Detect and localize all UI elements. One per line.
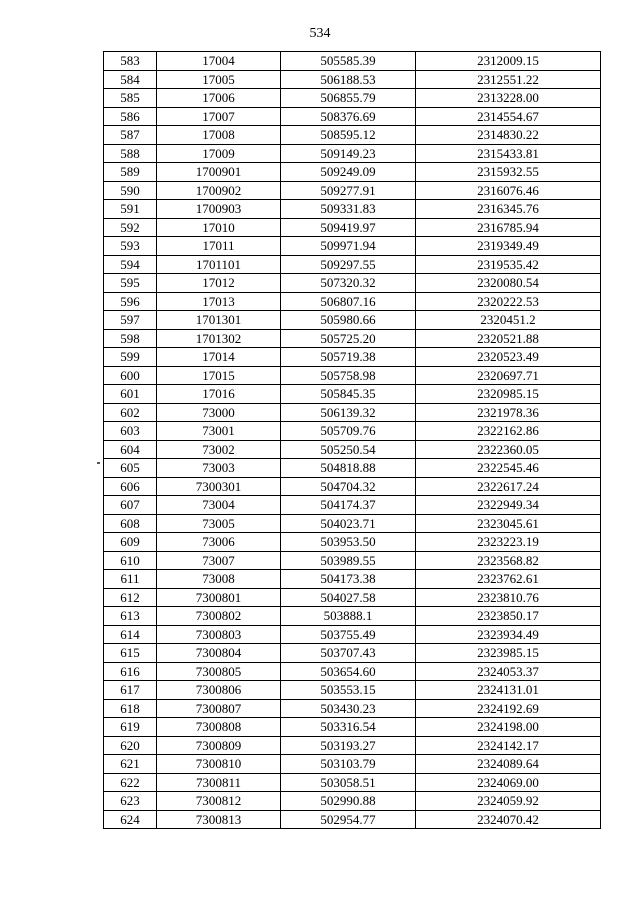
y-coordinate-cell: 2324069.00 xyxy=(416,773,601,792)
y-coordinate-cell: 2323810.76 xyxy=(416,588,601,607)
table-row xyxy=(104,625,601,644)
point-id-cell: 73000 xyxy=(157,403,281,422)
x-coordinate-cell: 509971.94 xyxy=(281,237,416,256)
table-row xyxy=(104,533,601,552)
x-coordinate-cell: 503989.55 xyxy=(281,551,416,570)
point-id-cell: 73002 xyxy=(157,440,281,459)
x-coordinate-cell: 502954.77 xyxy=(281,810,416,829)
y-coordinate-cell: 2324131.01 xyxy=(416,681,601,700)
x-coordinate-cell: 505725.20 xyxy=(281,329,416,348)
x-coordinate-cell: 509297.55 xyxy=(281,255,416,274)
y-coordinate-cell: 2323985.15 xyxy=(416,644,601,663)
point-id-cell: 73007 xyxy=(157,551,281,570)
row-number-cell: 605 xyxy=(104,459,157,478)
table-row xyxy=(104,588,601,607)
point-id-cell: 17004 xyxy=(157,52,281,71)
y-coordinate-cell: 2324142.17 xyxy=(416,736,601,755)
point-id-cell: 7300801 xyxy=(157,588,281,607)
point-id-cell: 1701302 xyxy=(157,329,281,348)
table-row xyxy=(104,681,601,700)
table-row xyxy=(104,218,601,237)
x-coordinate-cell: 505709.76 xyxy=(281,422,416,441)
table-row xyxy=(104,163,601,182)
table-row xyxy=(104,514,601,533)
x-coordinate-cell: 505719.38 xyxy=(281,348,416,367)
point-id-cell: 73005 xyxy=(157,514,281,533)
y-coordinate-cell: 2314830.22 xyxy=(416,126,601,145)
row-number-cell: 613 xyxy=(104,607,157,626)
table-row xyxy=(104,607,601,626)
row-number-cell: 604 xyxy=(104,440,157,459)
x-coordinate-cell: 509149.23 xyxy=(281,144,416,163)
table-row xyxy=(104,255,601,274)
y-coordinate-cell: 2324089.64 xyxy=(416,755,601,774)
x-coordinate-cell: 503888.1 xyxy=(281,607,416,626)
table-row xyxy=(104,644,601,663)
table-row xyxy=(104,662,601,681)
row-number-cell: 602 xyxy=(104,403,157,422)
table-row xyxy=(104,718,601,737)
table-row xyxy=(104,385,601,404)
point-id-cell: 7300809 xyxy=(157,736,281,755)
x-coordinate-cell: 503755.49 xyxy=(281,625,416,644)
y-coordinate-cell: 2324198.00 xyxy=(416,718,601,737)
x-coordinate-cell: 509331.83 xyxy=(281,200,416,219)
x-coordinate-cell: 506855.79 xyxy=(281,89,416,108)
table-row xyxy=(104,792,601,811)
x-coordinate-cell: 505250.54 xyxy=(281,440,416,459)
point-id-cell: 17007 xyxy=(157,107,281,126)
row-number-cell: 597 xyxy=(104,311,157,330)
point-id-cell: 7300802 xyxy=(157,607,281,626)
row-number-cell: 583 xyxy=(104,52,157,71)
y-coordinate-cell: 2322162.86 xyxy=(416,422,601,441)
y-coordinate-cell: 2324192.69 xyxy=(416,699,601,718)
row-number-cell: 595 xyxy=(104,274,157,293)
y-coordinate-cell: 2323223.19 xyxy=(416,533,601,552)
row-number-cell: 611 xyxy=(104,570,157,589)
point-id-cell: 7300807 xyxy=(157,699,281,718)
point-id-cell: 17013 xyxy=(157,292,281,311)
x-coordinate-cell: 502990.88 xyxy=(281,792,416,811)
point-id-cell: 1701101 xyxy=(157,255,281,274)
coordinates-table xyxy=(103,51,601,829)
x-coordinate-cell: 509419.97 xyxy=(281,218,416,237)
row-number-cell: 610 xyxy=(104,551,157,570)
x-coordinate-cell: 504027.58 xyxy=(281,588,416,607)
x-coordinate-cell: 503654.60 xyxy=(281,662,416,681)
table-row xyxy=(104,89,601,108)
point-id-cell: 7300810 xyxy=(157,755,281,774)
point-id-cell: 7300805 xyxy=(157,662,281,681)
y-coordinate-cell: 2315932.55 xyxy=(416,163,601,182)
x-coordinate-cell: 504818.88 xyxy=(281,459,416,478)
row-number-cell: 586 xyxy=(104,107,157,126)
row-number-cell: 603 xyxy=(104,422,157,441)
table-row xyxy=(104,329,601,348)
point-id-cell: 17009 xyxy=(157,144,281,163)
table-row xyxy=(104,699,601,718)
row-number-cell: 615 xyxy=(104,644,157,663)
x-coordinate-cell: 505758.98 xyxy=(281,366,416,385)
margin-mark xyxy=(97,462,100,464)
row-number-cell: 599 xyxy=(104,348,157,367)
y-coordinate-cell: 2316785.94 xyxy=(416,218,601,237)
row-number-cell: 594 xyxy=(104,255,157,274)
table-row xyxy=(104,348,601,367)
y-coordinate-cell: 2320222.53 xyxy=(416,292,601,311)
x-coordinate-cell: 503316.54 xyxy=(281,718,416,737)
y-coordinate-cell: 2319535.42 xyxy=(416,255,601,274)
y-coordinate-cell: 2324070.42 xyxy=(416,810,601,829)
y-coordinate-cell: 2316345.76 xyxy=(416,200,601,219)
x-coordinate-cell: 505845.35 xyxy=(281,385,416,404)
row-number-cell: 616 xyxy=(104,662,157,681)
row-number-cell: 587 xyxy=(104,126,157,145)
row-number-cell: 621 xyxy=(104,755,157,774)
row-number-cell: 598 xyxy=(104,329,157,348)
table-row xyxy=(104,292,601,311)
y-coordinate-cell: 2323850.17 xyxy=(416,607,601,626)
x-coordinate-cell: 506188.53 xyxy=(281,70,416,89)
table-row xyxy=(104,422,601,441)
x-coordinate-cell: 506807.16 xyxy=(281,292,416,311)
row-number-cell: 590 xyxy=(104,181,157,200)
x-coordinate-cell: 504704.32 xyxy=(281,477,416,496)
y-coordinate-cell: 2322949.34 xyxy=(416,496,601,515)
y-coordinate-cell: 2320697.71 xyxy=(416,366,601,385)
point-id-cell: 7300812 xyxy=(157,792,281,811)
y-coordinate-cell: 2324053.37 xyxy=(416,662,601,681)
x-coordinate-cell: 503430.23 xyxy=(281,699,416,718)
y-coordinate-cell: 2323568.82 xyxy=(416,551,601,570)
table-row xyxy=(104,755,601,774)
x-coordinate-cell: 509277.91 xyxy=(281,181,416,200)
x-coordinate-cell: 504023.71 xyxy=(281,514,416,533)
table-row xyxy=(104,200,601,219)
point-id-cell: 7300803 xyxy=(157,625,281,644)
point-id-cell: 7300804 xyxy=(157,644,281,663)
row-number-cell: 617 xyxy=(104,681,157,700)
row-number-cell: 588 xyxy=(104,144,157,163)
table-row xyxy=(104,736,601,755)
table-row xyxy=(104,551,601,570)
y-coordinate-cell: 2321978.36 xyxy=(416,403,601,422)
row-number-cell: 593 xyxy=(104,237,157,256)
y-coordinate-cell: 2322545.46 xyxy=(416,459,601,478)
y-coordinate-cell: 2320985.15 xyxy=(416,385,601,404)
row-number-cell: 620 xyxy=(104,736,157,755)
table-row xyxy=(104,496,601,515)
point-id-cell: 17008 xyxy=(157,126,281,145)
table-row xyxy=(104,237,601,256)
table-row xyxy=(104,311,601,330)
row-number-cell: 589 xyxy=(104,163,157,182)
point-id-cell: 17006 xyxy=(157,89,281,108)
point-id-cell: 17005 xyxy=(157,70,281,89)
x-coordinate-cell: 503707.43 xyxy=(281,644,416,663)
row-number-cell: 622 xyxy=(104,773,157,792)
point-id-cell: 7300808 xyxy=(157,718,281,737)
y-coordinate-cell: 2312009.15 xyxy=(416,52,601,71)
table-row xyxy=(104,810,601,829)
y-coordinate-cell: 2320521.88 xyxy=(416,329,601,348)
y-coordinate-cell: 2313228.00 xyxy=(416,89,601,108)
row-number-cell: 584 xyxy=(104,70,157,89)
y-coordinate-cell: 2323045.61 xyxy=(416,514,601,533)
point-id-cell: 17014 xyxy=(157,348,281,367)
x-coordinate-cell: 505980.66 xyxy=(281,311,416,330)
row-number-cell: 585 xyxy=(104,89,157,108)
row-number-cell: 606 xyxy=(104,477,157,496)
row-number-cell: 623 xyxy=(104,792,157,811)
row-number-cell: 618 xyxy=(104,699,157,718)
row-number-cell: 601 xyxy=(104,385,157,404)
point-id-cell: 7300301 xyxy=(157,477,281,496)
point-id-cell: 1700901 xyxy=(157,163,281,182)
y-coordinate-cell: 2323762.61 xyxy=(416,570,601,589)
row-number-cell: 608 xyxy=(104,514,157,533)
table-row xyxy=(104,70,601,89)
y-coordinate-cell: 2320451.2 xyxy=(416,311,601,330)
row-number-cell: 592 xyxy=(104,218,157,237)
row-number-cell: 614 xyxy=(104,625,157,644)
table-row xyxy=(104,440,601,459)
point-id-cell: 73003 xyxy=(157,459,281,478)
table-row xyxy=(104,570,601,589)
x-coordinate-cell: 504174.37 xyxy=(281,496,416,515)
x-coordinate-cell: 504173.38 xyxy=(281,570,416,589)
table-row xyxy=(104,366,601,385)
x-coordinate-cell: 505585.39 xyxy=(281,52,416,71)
table-row xyxy=(104,773,601,792)
row-number-cell: 612 xyxy=(104,588,157,607)
y-coordinate-cell: 2324059.92 xyxy=(416,792,601,811)
table-row xyxy=(104,403,601,422)
point-id-cell: 7300806 xyxy=(157,681,281,700)
row-number-cell: 596 xyxy=(104,292,157,311)
point-id-cell: 7300811 xyxy=(157,773,281,792)
y-coordinate-cell: 2323934.49 xyxy=(416,625,601,644)
x-coordinate-cell: 508595.12 xyxy=(281,126,416,145)
y-coordinate-cell: 2320523.49 xyxy=(416,348,601,367)
point-id-cell: 73001 xyxy=(157,422,281,441)
x-coordinate-cell: 503103.79 xyxy=(281,755,416,774)
table-body xyxy=(104,52,601,829)
point-id-cell: 17011 xyxy=(157,237,281,256)
point-id-cell: 17012 xyxy=(157,274,281,293)
point-id-cell: 1701301 xyxy=(157,311,281,330)
x-coordinate-cell: 503953.50 xyxy=(281,533,416,552)
x-coordinate-cell: 508376.69 xyxy=(281,107,416,126)
row-number-cell: 591 xyxy=(104,200,157,219)
point-id-cell: 1700902 xyxy=(157,181,281,200)
point-id-cell: 73008 xyxy=(157,570,281,589)
y-coordinate-cell: 2316076.46 xyxy=(416,181,601,200)
point-id-cell: 7300813 xyxy=(157,810,281,829)
y-coordinate-cell: 2320080.54 xyxy=(416,274,601,293)
y-coordinate-cell: 2314554.67 xyxy=(416,107,601,126)
y-coordinate-cell: 2322617.24 xyxy=(416,477,601,496)
row-number-cell: 607 xyxy=(104,496,157,515)
point-id-cell: 17016 xyxy=(157,385,281,404)
row-number-cell: 619 xyxy=(104,718,157,737)
y-coordinate-cell: 2315433.81 xyxy=(416,144,601,163)
table-row xyxy=(104,459,601,478)
x-coordinate-cell: 503193.27 xyxy=(281,736,416,755)
x-coordinate-cell: 503058.51 xyxy=(281,773,416,792)
table-row xyxy=(104,144,601,163)
x-coordinate-cell: 506139.32 xyxy=(281,403,416,422)
x-coordinate-cell: 503553.15 xyxy=(281,681,416,700)
table-row xyxy=(104,274,601,293)
point-id-cell: 17010 xyxy=(157,218,281,237)
table-row xyxy=(104,52,601,71)
row-number-cell: 624 xyxy=(104,810,157,829)
y-coordinate-cell: 2312551.22 xyxy=(416,70,601,89)
point-id-cell: 1700903 xyxy=(157,200,281,219)
x-coordinate-cell: 509249.09 xyxy=(281,163,416,182)
table-row xyxy=(104,477,601,496)
table-row xyxy=(104,181,601,200)
point-id-cell: 17015 xyxy=(157,366,281,385)
y-coordinate-cell: 2322360.05 xyxy=(416,440,601,459)
table-row xyxy=(104,126,601,145)
point-id-cell: 73004 xyxy=(157,496,281,515)
x-coordinate-cell: 507320.32 xyxy=(281,274,416,293)
row-number-cell: 609 xyxy=(104,533,157,552)
y-coordinate-cell: 2319349.49 xyxy=(416,237,601,256)
row-number-cell: 600 xyxy=(104,366,157,385)
point-id-cell: 73006 xyxy=(157,533,281,552)
page-number: 534 xyxy=(309,26,331,41)
table-row xyxy=(104,107,601,126)
